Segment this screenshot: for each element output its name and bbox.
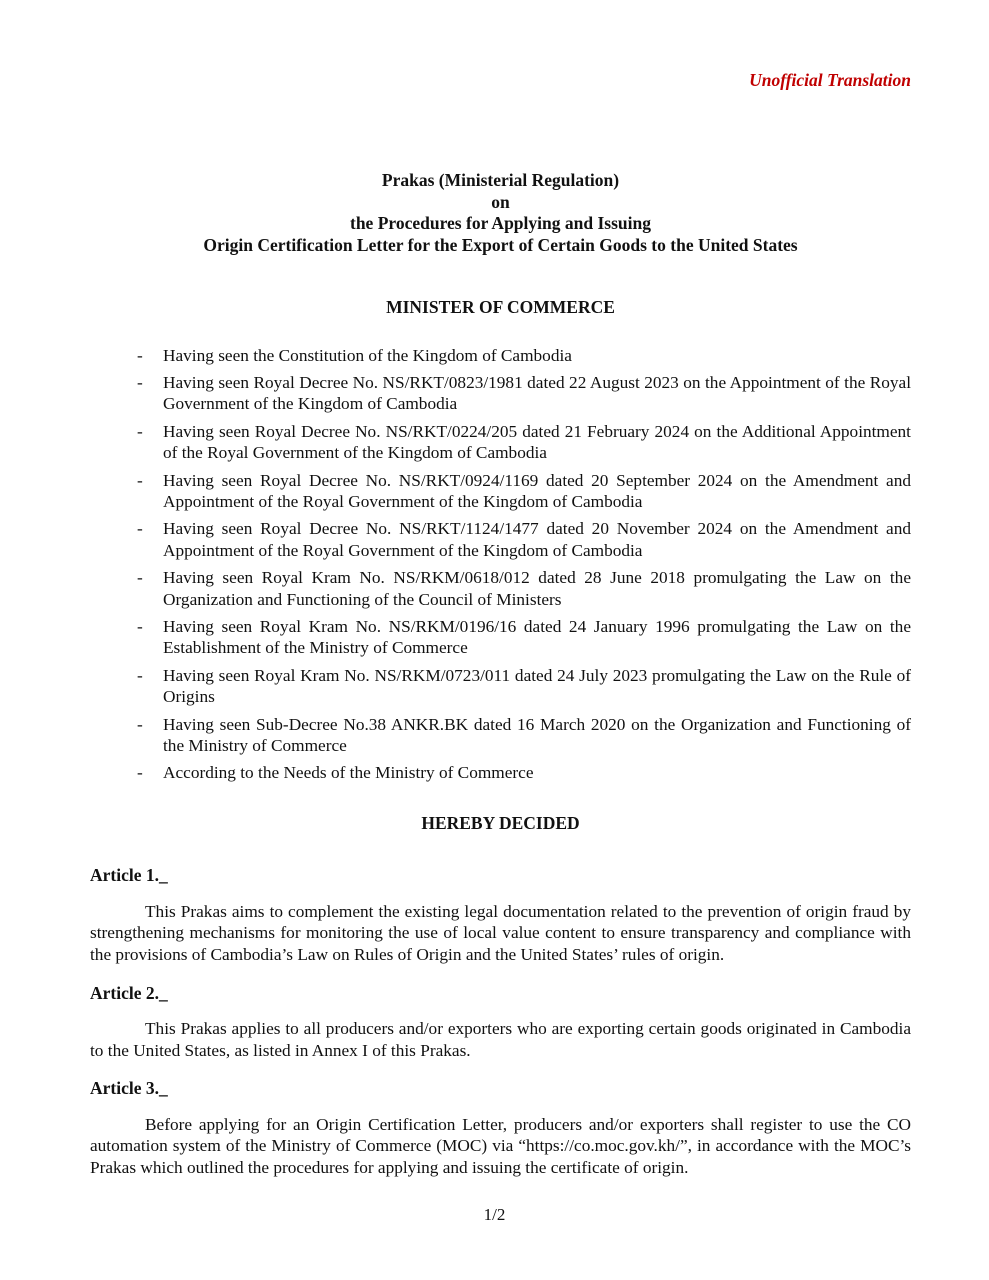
list-item xyxy=(90,518,911,561)
article-2-paragraph: This Prakas applies to all producers and/or exporters who are exporting certain goods originated in Cambodia to the United States, as listed in Annex I of this Prakas. xyxy=(90,1019,911,1060)
list-dash-marker: - xyxy=(137,470,143,490)
article-2 xyxy=(90,983,911,1062)
article-3 xyxy=(90,1078,911,1178)
list-item xyxy=(90,345,911,366)
article-1-paragraph: This Prakas aims to complement the existing legal documentation related to the prevention of origin fraud by strengthening mechanisms for monitoring the use of local value content to ensure transparency and compliance with the provisions of Cambodia’s Law on Rules of Origin and the United States’ rules of origin. xyxy=(90,901,911,964)
preamble-item-text: Having seen Royal Decree No. NS/RKT/0924/1169 dated 20 September 2024 on the Amendment and Appointment of the Royal Government of the Kingdom of Cambodia xyxy=(163,470,911,511)
list-item xyxy=(90,421,911,464)
preamble-item-text: Having seen Royal Decree No. NS/RKT/0224/205 dated 21 February 2024 on the Additional Appointment of the Royal Government of the Kingdom of Cambodia xyxy=(163,421,911,463)
decision-heading: HEREBY DECIDED xyxy=(421,812,580,833)
list-dash-marker: - xyxy=(137,714,143,734)
list-dash-marker: - xyxy=(137,421,143,441)
preamble-item-text: Having seen Sub-Decree No.38 ANKR.BK dated 16 March 2020 on the Organization and Functioning of the Ministry of Commerce xyxy=(163,714,911,755)
document-title-line-1: Prakas (Ministerial Regulation) xyxy=(381,170,620,190)
document-title-line-4: Origin Certification Letter for the Export of Certain Goods to the United States xyxy=(203,234,798,255)
list-dash-marker: - xyxy=(137,665,143,685)
document-title-line-2: on xyxy=(491,191,510,212)
list-item xyxy=(90,372,911,415)
list-item xyxy=(90,714,911,757)
list-dash-marker: - xyxy=(137,763,143,783)
document-title xyxy=(90,170,911,256)
document-content xyxy=(0,170,989,1178)
page-number: 1/2 xyxy=(483,1205,506,1224)
preamble-item-text: Having seen Royal Decree No. NS/RKT/1124/1477 dated 20 November 2024 on the Amendment and Appointment of the Royal Government of the Kingdom of Cambodia xyxy=(163,519,911,560)
article-3-paragraph: Before applying for an Origin Certification Letter, producers and/or exporters shall register to use the CO automation system of the Ministry of Commerce (MOC) via “https://co.moc.gov.kh/”, in accordance with the MOC’s Prakas which outlined the procedures for applying and issuing the certificate of origin. xyxy=(90,1114,911,1177)
list-dash-marker: - xyxy=(137,568,143,588)
preamble-item-text: Having seen Royal Kram No. NS/RKM/0723/011 dated 24 July 2023 promulgating the Law on the Rule of Origins xyxy=(163,665,911,707)
article-1 xyxy=(90,865,911,965)
preamble-item-text: Having seen the Constitution of the Kingdom of Cambodia xyxy=(163,345,572,365)
preamble-item-text: Having seen Royal Kram No. NS/RKM/0618/012 dated 28 June 2018 promulgating the Law on the Organization and Functioning of the Council of Ministers xyxy=(163,568,911,609)
article-3-heading: Article 3._ xyxy=(90,1078,168,1099)
list-item xyxy=(90,470,911,513)
list-item xyxy=(90,762,911,783)
list-item xyxy=(90,665,911,708)
list-item xyxy=(90,567,911,610)
article-1-heading: Article 1._ xyxy=(90,865,168,886)
list-dash-marker: - xyxy=(137,519,143,539)
preamble-item-text: According to the Needs of the Ministry of Commerce xyxy=(163,763,534,783)
list-item xyxy=(90,616,911,659)
article-2-heading: Article 2._ xyxy=(90,982,168,1003)
authority-heading: MINISTER OF COMMERCE xyxy=(386,297,615,317)
list-dash-marker: - xyxy=(137,345,143,365)
preamble-item-text: Having seen Royal Kram No. NS/RKM/0196/16 dated 24 January 1996 promulgating the Law on the Establishment of the Ministry of Commerce xyxy=(163,616,911,658)
list-dash-marker: - xyxy=(137,616,143,636)
preamble-item-text: Having seen Royal Decree No. NS/RKT/0823/1981 dated 22 August 2023 on the Appointment of the Royal Government of the Kingdom of Cambodia xyxy=(163,372,911,414)
preamble-list xyxy=(90,345,911,784)
document-title-line-3: the Procedures for Applying and Issuing xyxy=(350,213,651,233)
unofficial-translation-label: Unofficial Translation xyxy=(749,70,911,90)
list-dash-marker: - xyxy=(137,372,143,392)
